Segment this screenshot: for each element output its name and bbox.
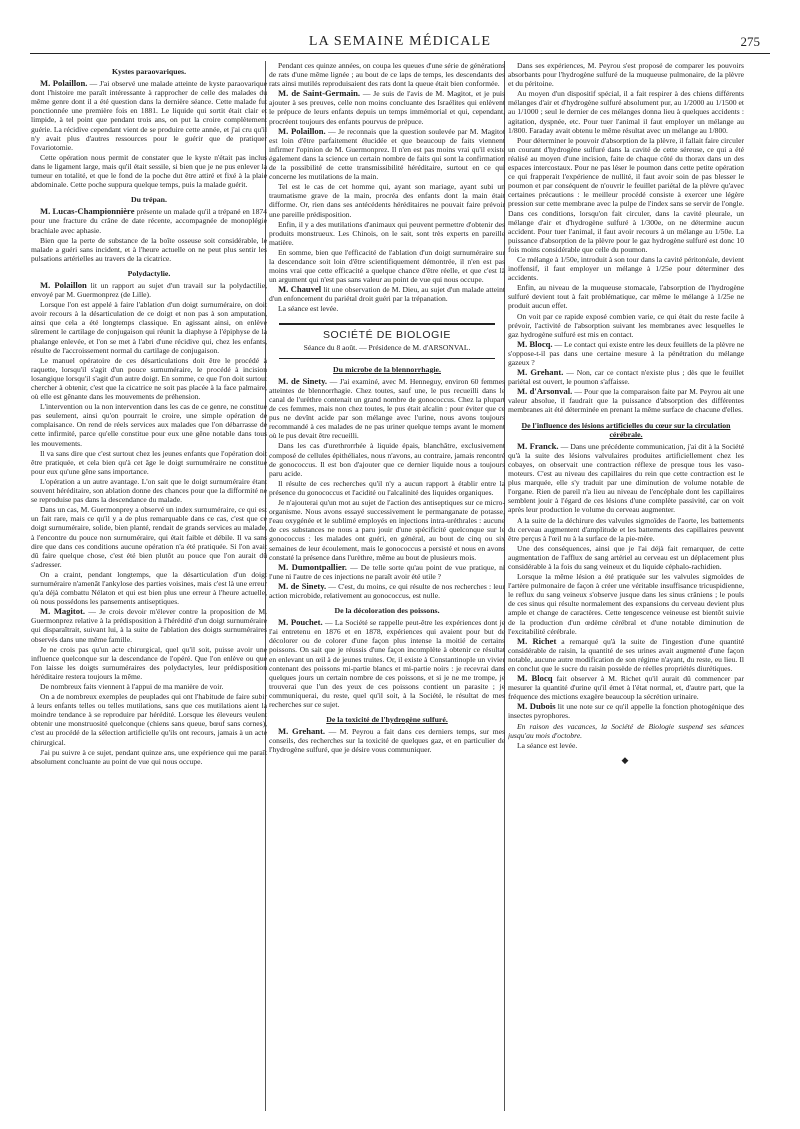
speaker-paragraph (269, 377, 505, 441)
paragraph: J'ai pu suivre à ce sujet, pendant quinze ans, une expérience qui me paraît absolument concluante au point de vue qui nous occupe. (31, 747, 267, 766)
paragraph: Dans ses expériences, M. Peyrou s'est proposé de comparer les pouvoirs absorbants pour l'hydrogène sulfuré de la muqueuse pulmonaire, de la plèvre et du péritoine. (508, 61, 744, 89)
end-ornament: ◆ (621, 754, 631, 765)
column-right (508, 61, 744, 1116)
paragraph: Enfin, il y a des mutilations d'animaux qui peuvent permettre d'obtenir des produits monstrueux. Les Chinois, on le sait, sont très experts en pareille matière. (269, 219, 505, 247)
session-info: Séance du 8 août. — Présidence de M. d'ARSONVAL. (303, 342, 471, 352)
paragraph: Cette opération nous permit de constater que le kyste n'était pas inclus dans le ligament large, mais qu'il était sessile, si bien que je ne pus enlever la tumeur en totalité, et que le fond de la poche dut être attiré et fixé à la plaie abdominale. Cette poche suppura quelque temps, puis la malade guérit. (31, 152, 267, 190)
speaker-text: — J'ai examiné, avec M. Henneguy, environ 60 femmes atteintes de blennorrhagie. Chez toutes, sauf une, le pus recueilli dans le canal de l'urèthre contenait un grand nombre de gonococcus. Chez la plupart de ces femmes, mais non chez toutes, le pus était alcalin : pour éviter que ce pus ne devînt acide par son mélange avec l'urine, nous avons toujours recommandé à ces malades de ne pas uriner quelque temps avant le moment où le pus devait être recueilli. (269, 376, 505, 441)
speaker-name: M. Grehant. (278, 726, 326, 737)
speaker-name: M. d'Arsonval. (517, 386, 573, 397)
paragraph: On a de nombreux exemples de peuplades qui ont l'habitude de faire subir à leurs enfants telles ou telles mutilations, sans que ces mutilations aient la moindre tendance à se reproduire par hérédité. Lorsque les éleveurs veulent obtenir une monstruosité quelconque (chiens sans queue, bœuf sans cornes), c'est au procédé de la sélection artificielle qu'ils ont recours, jamais à un acte chirurgical. (31, 692, 267, 747)
speaker-text: — Je suis de l'avis de M. Magitot, et je puis ajouter à ses preuves, celle non moins concluante des Israélites qui enlèvent le prépuce de leurs enfants depuis un temps immémorial et qui, cependant, procréent toujours des enfants pourvus de prépuce. (269, 89, 505, 126)
page-number: 275 (740, 34, 760, 49)
section-heading: Du trépan. (131, 195, 167, 205)
speaker-paragraph (269, 727, 505, 754)
paragraph: Lorsque l'on est appelé à faire l'ablation d'un doigt surnuméraire, on doit avoir recours à la désarticulation de ce doigt et non pas à son amputation, ainsi que cela a été longtemps classique. En agissant ainsi, on enlève sûrement le cartilage de conjugaison qui réunit la diaphyse à l'épiphyse de la phalange enlevée, et l'on se met à l'abri d'une récidive qui, chez les enfants, résulte de l'accroissement normal du cartilage de conjugaison. (31, 300, 267, 355)
speaker-name: M. Blocq (517, 673, 553, 684)
speaker-text: — Je crois devoir m'élever contre la proposition de M. Guermonprez relative à la prédisposition à l'hérédité d'un doigt surnuméraire qui disparaîtrait, suivant lui, à la suite de l'ablation des doigts surnuméraires observés dans une même famille. (31, 607, 267, 644)
speaker-text: — Non, car ce contact n'existe plus ; dès que le feuillet pariétal est ouvert, le poumon s'affaisse. (508, 368, 744, 387)
speaker-name: M. Magitot. (40, 606, 86, 617)
paragraph: De nombreux faits viennent à l'appui de ma manière de voir. (40, 682, 224, 691)
speaker-paragraph (269, 127, 505, 182)
paragraph: On a craint, pendant longtemps, que la désarticulation d'un doigt surnuméraire n'amenât l'ankylose des parties voisines, mais c'est là une erreur qu'a déjà combattu Nélaton et qui est bien plus une erreur à l'heure actuelle, où nous possédons les pansements antiseptiques. (31, 569, 267, 607)
society-title: SOCIÉTÉ DE BIOLOGIE (322, 328, 452, 341)
paragraph: Le manuel opératoire de ces désarticulations doit être le procédé à raquette, lorsqu'il s'agit d'un pouce surnuméraire, le procédé à incision losangique lorsqu'il s'agit d'un autre doigt. En somme, ce que l'on doit surtout chercher à obtenir, c'est que la cicatrice ne soit pas placée à la face palmaire, où elle est gênante dans les mouvements de préhension. (31, 355, 267, 402)
paragraph: Tel est le cas de cet homme qui, ayant son mariage, ayant subi un traumatisme grave de la main, procréa des enfants dont la main était difforme. Or, rien dans ses antécédents héréditaires ne pouvait faire prévoir une pareille prédisposition. (269, 182, 505, 219)
paragraph: Pendant ces quinze années, on coupa les queues d'une série de générations de rats d'une même lignée ; au bout de ce laps de temps, les descendants des rats ainsi mutilés reproduisaient des rats dont la queue était bien conformée. (269, 61, 505, 89)
speaker-name: M. Polaillon. (40, 78, 88, 89)
paragraph: Au moyen d'un dispositif spécial, il a fait respirer à des chiens différents mélanges d'air et d'hydrogène sulfuré absolument pur, au 1/2000 au 1/1500 et au 1/1000 ; seul le dernier de ces mélanges donna lieu à quelques accidents : agitation, dyspnée, etc. Pour tuer l'animal il faut employer un mélange au 1/800. Faraday avait obtenu le même résultat avec un mélange au 1/800. (508, 89, 744, 135)
speaker-paragraph (269, 582, 505, 600)
paragraph: On voit par ce rapide exposé combien varie, ce qui était du reste facile à prévoir, l'activité de l'absorption suivant les membranes avec lesquelles le gaz hydrogène sulfuré est mis en contact. (508, 311, 744, 339)
speaker-paragraph (269, 285, 505, 303)
speaker-paragraph (31, 207, 267, 234)
paragraph: Lorsque la même lésion a été pratiquée sur les valvules sigmoïdes de l'artère pulmonaire de façon à créer une véritable insuffisance tricuspidienne, le reflux du sang veineux s'observe jusque dans les sinus crâniens ; le pouls de ces sinus qui résulte normalement des expansions du cerveau devient plus ample et change de caractères. Cette tengescence veineuse est bientôt suivie de la production d'un œdème cérébral et d'une notable diminution de l'excitabilité cérébrale. (508, 572, 744, 636)
speaker-text: fait observer à M. Richet qu'il aurait dû commencer par mesurer la quantité d'urine qu'il émet à l'état normal, et, d'autre part, que la fréquence des mictions exagère beaucoup la sécrétion urinaire. (508, 674, 744, 702)
speaker-name: M. Chauvel (278, 284, 322, 295)
speaker-paragraph (269, 618, 505, 709)
speaker-text: — Je reconnais que la question soulevée par M. Magitot est loin d'être parfaitement élucidée et que beaucoup de faits viennent infirmer l'opinion de M. Guermonprez. Il n'en est pas moins vrai qu'il existe également dans la science un certain nombre de faits qui sont la confirmation de la possibilité de cette transmissibilité héréditaire, surtout en ce qui concerne les mutilations de la main. (269, 126, 505, 182)
section-heading: Kystes paraovariques. (111, 67, 187, 76)
speaker-name: M. de Sinety. (278, 375, 328, 386)
paragraph: La séance est levée. (278, 304, 339, 314)
paragraph: L'opération a un autre avantage. L'on sait que le doigt surnuméraire étant souvent héréditaire, son ablation donne des chances pour que la difformité ne se reproduise pas dans la descendance du malade. (31, 476, 267, 505)
speaker-text: — C'est, du moins, ce qui résulte de nos recherches : leur action microbide, relativement au gonococcus, est nulle. (269, 581, 505, 600)
speaker-paragraph (508, 674, 744, 701)
paragraph: En somme, bien que l'efficacité de l'ablation d'un doigt surnuméraire sur la descendance soit loin d'être scientifiquement démontrée, il n'en est pas moins vrai que cette efficacité a quelque chance d'être réelle, et que c'est là un argument qui n'est pas sans valeur au point de vue qui nous occupe. (269, 247, 505, 285)
paragraph: Pour déterminer le pouvoir d'absorption de la plèvre, il fallait faire circuler un courant d'hydrogène sulfuré dans la cavité de cette séreuse, ce qui a été réalisé au moyen d'une incision, faite de chaque côté du thorax dans un des espaces intercostaux. Pour ne pas léser le poumon dans cette petite opération ce qui frapperait l'expérience de nullité, il faut avoir soin de pas blesser le poumon et par conséquent de n'ouvrir le feuillet pariétal de la plèvre qu'avec certaines précautions : le meilleur procédé consiste à exercer une légère pression sur cette membrane avec la pulpe de l'index sans se servir de l'ongle. Dans ces conditions, lorsqu'on fait circuler, dans la cavité pleurale, un mélange d'air et d'hydrogène sulfuré à 1/300e, on ne détermine aucun accident. Pour tuer l'animal, il faut avoir recours à un mélange au 1/50e. La puissance d'absorption de la plèvre pour le gaz hydrogène sulfuré est donc 10 fois moins considérable que celle du poumon. (508, 135, 744, 254)
speaker-paragraph (508, 340, 744, 367)
section-heading: De l'influence des lésions artificielles du cœur sur la circulation cérébrale. (521, 420, 731, 439)
speaker-text: — M. Peyrou a fait dans ces derniers temps, sur mes conseils, des recherches sur la toxicité de quelques gaz, et en particulier de l'hydrogène sulfuré, que je désire vous communiquer. (269, 727, 505, 755)
section-heading: Du microbe de la blennorrhagie. (333, 364, 441, 374)
speaker-paragraph (31, 281, 267, 299)
speaker-paragraph (31, 79, 267, 152)
section-heading: De la toxicité de l'hydrogène sulfuré. (326, 715, 448, 725)
speaker-paragraph (508, 702, 744, 720)
page-header-title: LA SEMAINE MÉDICALE (308, 34, 492, 49)
speaker-paragraph (508, 387, 744, 414)
speaker-name: M. Polaillon (40, 279, 87, 290)
speaker-name: M. Lucas-Championnière (40, 206, 135, 217)
speaker-name: M. Pouchet. (278, 617, 323, 628)
speaker-name: M. Blocq. (517, 338, 553, 349)
speaker-name: M. Dumontpallier. (278, 561, 347, 572)
paragraph: Enfin, au niveau de la muqueuse stomacale, l'absorption de l'hydrogène sulfuré devient tout à fait problématique, car même le mélange à 1/25e ne produit aucun effet. (508, 283, 744, 311)
speaker-text: présente un malade qu'il a trépané en 1874 pour une fracture du crâne de date récente, accompagnée de monoplégie brachiale avec aphasie. (31, 207, 267, 235)
speaker-text: lit une note sur ce qu'il appelle la fonction photogénique des insectes pyrophores. (508, 702, 744, 721)
column-middle (269, 61, 505, 1116)
paragraph: Je ne crois pas qu'un acte chirurgical, quel qu'il soit, puisse avoir une influence quelconque sur la descendance de l'opéré. Que l'on enlève ou que l'on laisse les doigts surnuméraires des polydactyles, leur prédisposition héréditaire restera toujours la même. (31, 644, 267, 681)
speaker-paragraph (508, 442, 744, 515)
speaker-paragraph (269, 563, 505, 581)
paragraph: Je n'ajouterai qu'un mot au sujet de l'action des antiseptiques sur ce micro-organisme. Nous avons essayé successivement le permanganate de potasse, l'eau oxygénée et le sublimé employés en injections intra-uréthrales : aucune de ces substances ne nous a paru jouir d'une spécificité quelconque sur le gonococcus : les malades ont guéri, en général, au bout de cinq ou six semaines de leur écoulement, mais le gonococcus a persisté et nous en avons constaté la présence dans l'urèthre, même au bout de plusieurs mois. (269, 498, 505, 562)
speaker-text: — J'ai observé une malade atteinte de kyste paraovarique dont l'histoire me paraît intéressante à rapprocher de celle des malades du même genre dont il a été question dans la dernière séance. Cette malade fut ponctionnée une première fois en 1881. Le liquide qui sortit était clair et limpide, à tel point que pendant trois ans, on put la croire complètement guérie. La récidive cependant vient de se produire cette année, et j'ai cru qu'il n'y avait plus d'autres ressources pour le guérir que de pratiquer l'ovariotomie. (31, 79, 267, 152)
speaker-paragraph (508, 637, 744, 673)
speaker-name: M. Richet (517, 635, 557, 646)
speaker-text: lit un rapport au sujet d'un travail sur la polydactilie, envoyé par M. Guermonprez (de Lille). (31, 280, 267, 300)
paragraph: Ce mélange à 1/50e, introduit à son tour dans la cavité péritonéale, devient inoffensif, il faut employer un mélange à 1/25e pour déterminer des accidents. (508, 254, 744, 283)
paragraph: L'intervention ou la non intervention dans les cas de ce genre, ne constitue pas seulement, ainsi qu'on pourrait le croire, une simple opération de complaisance. On rend de réels services aux malades que l'on débarrasse de cette infirmité, parce qu'elle constitue pour eux une gêne notable dans tous les mouvements. (31, 402, 267, 448)
speaker-paragraph (508, 368, 744, 386)
speaker-text: — Dans une précédente communication, j'ai dit à la Société qu'à la suite des lésions valvulaires produites artificiellement chez les cobayes, on observait une contraction réflexe de presque tous les vaso-moteurs. C'est au niveau des capillaires du rein que cette contraction est le plus marquée, elle s'y traduit par une diminution de volume notable de l'organe. Rien de pareil n'a lieu au niveau de l'encéphale dont les capillaires semblent jouir à l'égard de ces lésions d'une complète passivité, car on voit après leur production le volume du cerveau augmenter. (508, 441, 744, 515)
speaker-text: a remarqué qu'à la suite de l'ingestion d'une quantité considérable de raisin, la quantité de ses urines avait augmenté d'une façon notable, aucune autre modification de son régime n'ayant, du reste, eu lieu. Il en conclut que le sucre du raisin possède de réelles propriétés diurétiques. (508, 636, 744, 673)
paragraph: Il va sans dire que c'est surtout chez les jeunes enfants que l'opération doit être pratiquée, et cela bien qu'à cet âge le doigt surnuméraire ne constitue pour eux qu'une gêne sans importance. (31, 448, 267, 476)
speaker-text: lit une observation de M. Dieu, au sujet d'un malade atteint d'un enfoncement du pariétal droit guéri par la trépanation. (269, 285, 505, 304)
speaker-text: — Pour que la comparaison faite par M. Peyrou ait une valeur absolue, il faudrait que la puissance d'absorption des différentes membranes ait été déterminée en prenant la même surface de chacune d'elles. (508, 387, 744, 415)
society-heading-box (279, 323, 495, 359)
paragraph: A la suite de la déchirure des valvules sigmoïdes de l'aorte, les battements du cerveau augmentent d'amplitude et les battements des capillaires peuvent être perçus à l'œil nu à la surface de la pie-mère. (508, 515, 744, 543)
speaker-paragraph (31, 607, 267, 643)
speaker-name: M. Franck. (517, 440, 559, 451)
column-left (31, 61, 267, 1116)
closing-note: En raison des vacances, la Société de Biologie suspend ses séances jusqu'au mois d'octobre. (508, 721, 744, 740)
speaker-name: M. de Sinety. (278, 580, 327, 591)
paragraph: Une des conséquences, ainsi que je l'ai déjà fait remarquer, de cette augmentation de l'afflux de sang artériel au cerveau est un déplacement plus considérable à la fois du sang veineux et du liquide céphalo-rachidien. (508, 543, 744, 571)
speaker-text: — Le contact qui existe entre les deux feuillets de la plèvre ne s'oppose-t-il pas dans une certaine mesure à la pénétration du mélange gazeux ? (508, 339, 744, 367)
paragraph: Bien que la perte de substance de la boîte osseuse soit considérable, le malade a guéri sans incident, et à l'heure actuelle on ne peut plus sentir les pulsations artérielles au travers de la cicatrice. (31, 235, 267, 263)
speaker-text: — De telle sorte qu'au point de vue pratique, ni l'une ni l'autre de ces injections ne paraît avoir été utile ? (269, 562, 505, 581)
paragraph: Dans les cas d'urethrorrhée à liquide épais, blanchâtre, exclusivement composé de cellules épithéliales, nous n'avons, au contraire, jamais rencontré de gonococcus. Il est bon d'ajouter que ce dernier liquide nous a toujours paru acide. (269, 441, 505, 478)
header-rule (30, 53, 770, 54)
section-heading: De la décoloration des poissons. (334, 606, 440, 616)
speaker-name: M. de Saint-Germain. (278, 88, 361, 99)
paragraph: Dans un cas, M. Guermonprey a observé un index surnuméraire, ce qui est un fait rare, mais ce qu'il y a de plus remarquable dans ce cas, c'est que ce doigt surnuméraire, solide, bien planté, rendait de grands services au malade, à l'encontre du pouce non surnuméraire, qui était faible et débile. Il va sans dire que dans ces conditions aucune opération n'a été pratiquée. Si l'on avait dû faire quelque chose, c'est été bien plutôt au pouce que l'on aurait dû s'adresser. (31, 505, 267, 569)
paragraph: La séance est levée. (517, 740, 578, 750)
speaker-name: M. Polaillon. (278, 125, 326, 136)
speaker-name: M. Dubois (517, 701, 556, 712)
paragraph: Il résulte de ces recherches qu'il n'y a aucun rapport à établir entre la présence du gonococcus et l'acidité ou l'alcalinité des liquides organiques. (269, 478, 505, 497)
speaker-name: M. Grehant. (517, 367, 564, 378)
section-heading: Polydactylie. (127, 268, 171, 278)
speaker-paragraph (269, 89, 505, 125)
speaker-text: — La Société se rappelle peut-être les expériences dont je l'ai entretenu en 1876 et en 1878, expériences qui avaient pour but de décolorer ou de colorer d'une façon plus intense la moitié de certains poissons. On sait que je réussis d'une façon incomplète à obtenir ce résultat en enlevant un œil à de jeunes truites. Or, il existe à Constantinople un vivier contenant des poissons mi-partie blancs et mi-partie noirs : je recevrai dans quelques jours un certain nombre de ces poissons, et si je ne me trompe, je trouverai que l'un des yeux de ces poissons contient un parasite ; je communiquerai, du reste, quel qu'il soit, à la Société, le résultat de mes recherches sur ce sujet. (269, 618, 505, 709)
